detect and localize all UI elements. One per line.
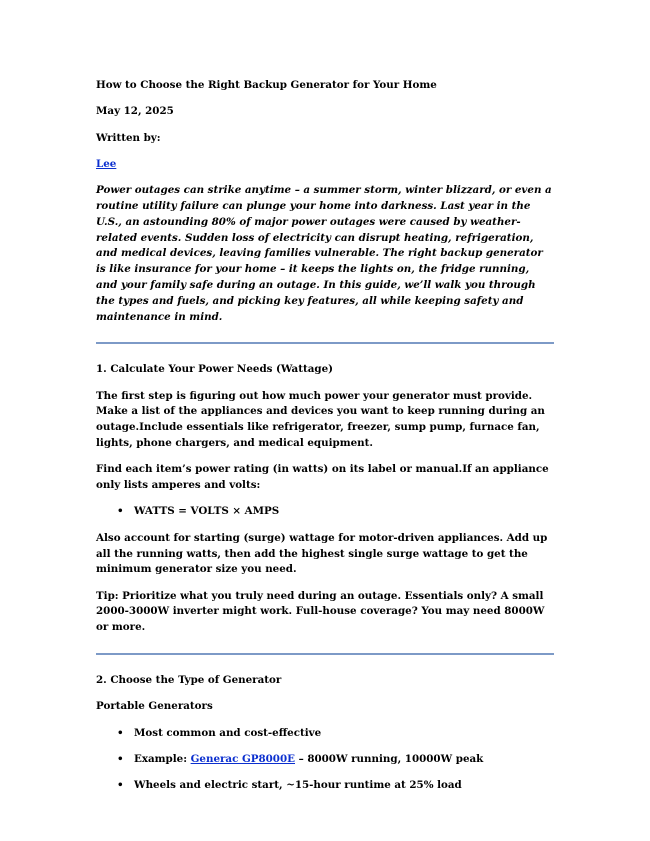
section1-tip: Tip: Prioritize what you truly need during an outage. Essentials only? A small 2000-3000W inverter might work. Full-house coverage? You may need 8000W or more. (96, 589, 545, 634)
bullet-icon: • (117, 726, 124, 739)
generator-model-link[interactable]: Generac GP8000E (190, 752, 295, 765)
bullet-text: Wheels and electric start, ~15-hour runtime at 25% load (134, 779, 462, 792)
formula-text: WATTS = VOLTS × AMPS (134, 505, 280, 518)
article-title: How to Choose the Right Backup Generator for Your Home (96, 79, 437, 91)
list-item (96, 752, 554, 768)
section1-paragraph-3: Also account for starting (surge) wattage for motor-driven appliances. Add up all the running watts, then add the highest single surge wattage to get the minimum generator size you need. (96, 531, 548, 576)
portable-generators-list (96, 726, 554, 794)
formula-list (96, 504, 554, 520)
bullet-icon: • (117, 752, 124, 765)
list-item (96, 504, 554, 520)
section1-paragraph-2: Find each item’s power rating (in watts) on its label or manual.If an appliance only lists amperes and volts: (96, 463, 549, 492)
bullet-suffix: – 8000W running, 10000W peak (295, 752, 484, 765)
section2-subheading: Portable Generators (96, 700, 213, 713)
section2-heading: 2. Choose the Type of Generator (96, 674, 282, 687)
section-divider (96, 342, 554, 344)
author-link[interactable]: Lee (96, 157, 117, 170)
intro-paragraph: Power outages can strike anytime – a summer storm, winter blizzard, or even a routine utility failure can plunge your home into darkness. Last year in the U.S., an astounding 80% of major power outages were caused by weather-related events. Sudden loss of electricity can disrupt heating, refrigeration, and medical devices, leaving families vulnerable. The right backup generator is like insurance for your home – it keeps the lights on, the fridge running, and your family safe during an outage. In this guide, we’ll walk you through the types and fuels, and picking key features, all while keeping safety and maintenance in mind. (96, 184, 552, 323)
section1-paragraph-1: The first step is figuring out how much power your generator must provide. Make a list of the appliances and devices you want to keep running during an outage.Include essentials like refrigerator, freezer, sump pump, furnace fan, lights, phone chargers, and medical equipment. (96, 389, 545, 450)
section1-heading: 1. Calculate Your Power Needs (Wattage) (96, 363, 334, 376)
list-item (96, 726, 554, 742)
bullet-icon: • (117, 779, 124, 792)
written-by-label: Written by: (96, 131, 161, 144)
article-date: May 12, 2025 (96, 105, 174, 118)
bullet-text: Most common and cost-effective (134, 726, 322, 739)
list-item (96, 778, 554, 794)
bullet-icon: • (117, 505, 124, 518)
bullet-prefix: Example: (134, 752, 191, 765)
section-divider (96, 653, 554, 655)
